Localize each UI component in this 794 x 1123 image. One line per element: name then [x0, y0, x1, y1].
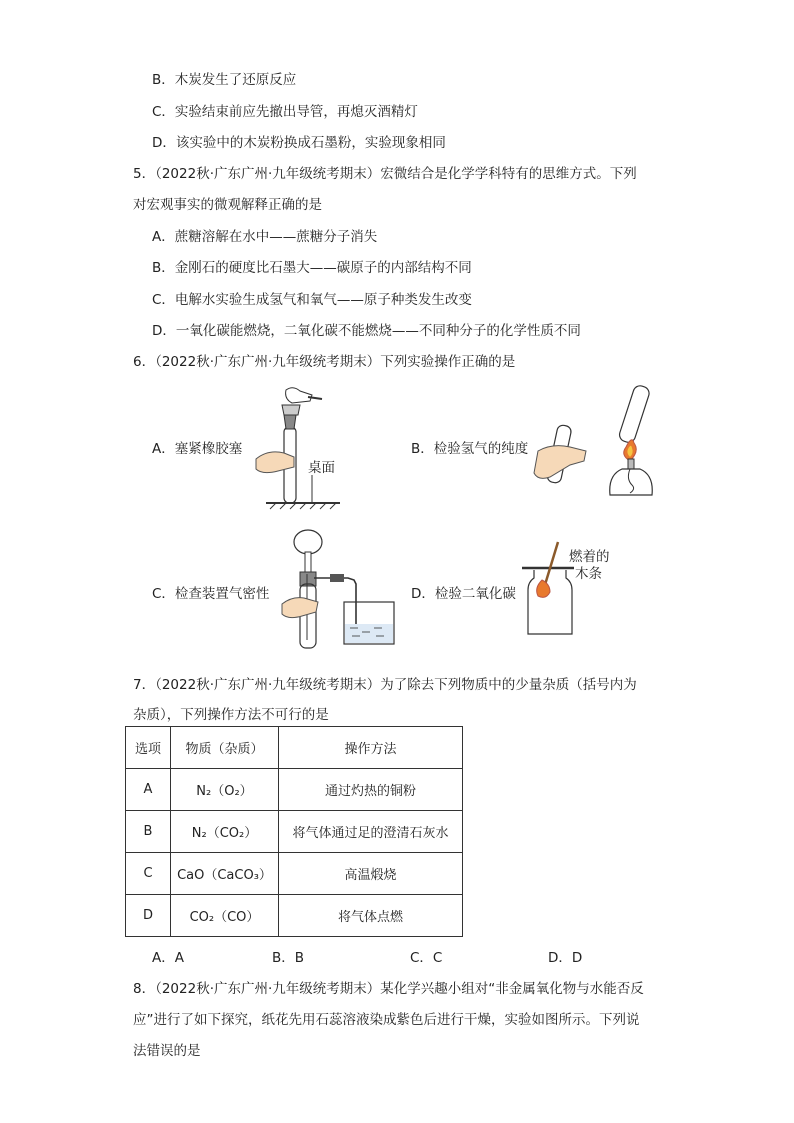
q6-option-b: B．检验氢气的纯度: [411, 441, 529, 457]
q6-figure-a-label: 桌面: [308, 460, 335, 476]
table-header-cell: 操作方法: [279, 727, 463, 769]
q6-stem: 6．（2022秋·广东广州·九年级统考期末）下列实验操作正确的是: [133, 354, 516, 370]
q6-figure-c: [278, 528, 400, 653]
table-cell: 通过灼热的铜粉: [279, 769, 463, 811]
table-cell: B: [126, 811, 171, 853]
q6-option-a: A．塞紧橡胶塞: [152, 441, 243, 457]
q5-stem-line1: 5．（2022秋·广东广州·九年级统考期末）宏微结合是化学学科特有的思维方式。下列: [133, 166, 637, 182]
table-header-cell: 物质（杂质）: [171, 727, 279, 769]
q4-option-c: C．实验结束前应先撤出导管，再熄灭酒精灯: [152, 104, 418, 120]
q4-option-d: D．该实验中的木炭粉换成石墨粉，实验现象相同: [152, 135, 446, 151]
table-cell: C: [126, 853, 171, 895]
q7-answer-a: A．A: [152, 950, 184, 966]
q6-figure-a: [248, 385, 348, 510]
table-cell: D: [126, 895, 171, 937]
table-row: [126, 811, 463, 853]
table-row: [126, 895, 463, 937]
table-row: [126, 853, 463, 895]
q8-stem-line1: 8．（2022秋·广东广州·九年级统考期末）某化学兴趣小组对“非金属氧化物与水能否反: [133, 981, 644, 997]
q6-figure-d-label-1: 燃着的: [569, 549, 610, 565]
table-row: [126, 769, 463, 811]
q7-answer-b: B．B: [272, 950, 305, 966]
q5-option-b: B．金刚石的硬度比石墨大——碳原子的内部结构不同: [152, 260, 472, 276]
table-cell: N₂（CO₂）: [171, 811, 279, 853]
q6-option-d: D．检验二氧化碳: [411, 586, 516, 602]
q5-option-c: C．电解水实验生成氢气和氧气——原子种类发生改变: [152, 292, 472, 308]
q8-stem-line3: 法错误的是: [133, 1043, 201, 1059]
q4-option-b: B．木炭发生了还原反应: [152, 72, 297, 88]
q6-option-c: C．检查装置气密性: [152, 586, 270, 602]
table-cell: CaO（CaCO₃）: [171, 853, 279, 895]
q8-stem-line2: 应”进行了如下探究，纸花先用石蕊溶液染成紫色后进行干燥，实验如图所示。下列说: [133, 1012, 640, 1028]
q6-figure-b: [530, 385, 660, 500]
table-header-row: [126, 727, 463, 769]
table-cell: 将气体点燃: [279, 895, 463, 937]
table-cell: 高温煅烧: [279, 853, 463, 895]
table-cell: A: [126, 769, 171, 811]
q7-stem-line2: 杂质），下列操作方法不可行的是: [133, 707, 329, 723]
table-cell: N₂（O₂）: [171, 769, 279, 811]
q5-stem-line2: 对宏观事实的微观解释正确的是: [133, 197, 322, 213]
q7-answer-c: C．C: [410, 950, 443, 966]
table-cell: 将气体通过足的澄清石灰水: [279, 811, 463, 853]
table-header-cell: 选项: [126, 727, 171, 769]
q5-option-a: A．蔗糖溶解在水中——蔗糖分子消失: [152, 229, 378, 245]
q6-figure-d-label-2: 木条: [575, 566, 602, 582]
q5-option-d: D．一氧化碳能燃烧，二氧化碳不能燃烧——不同种分子的化学性质不同: [152, 323, 581, 339]
table-cell: CO₂（CO）: [171, 895, 279, 937]
q7-table: [125, 726, 463, 937]
q7-answer-d: D．D: [548, 950, 583, 966]
q7-stem-line1: 7．（2022秋·广东广州·九年级统考期末）为了除去下列物质中的少量杂质（括号内为: [133, 677, 637, 693]
